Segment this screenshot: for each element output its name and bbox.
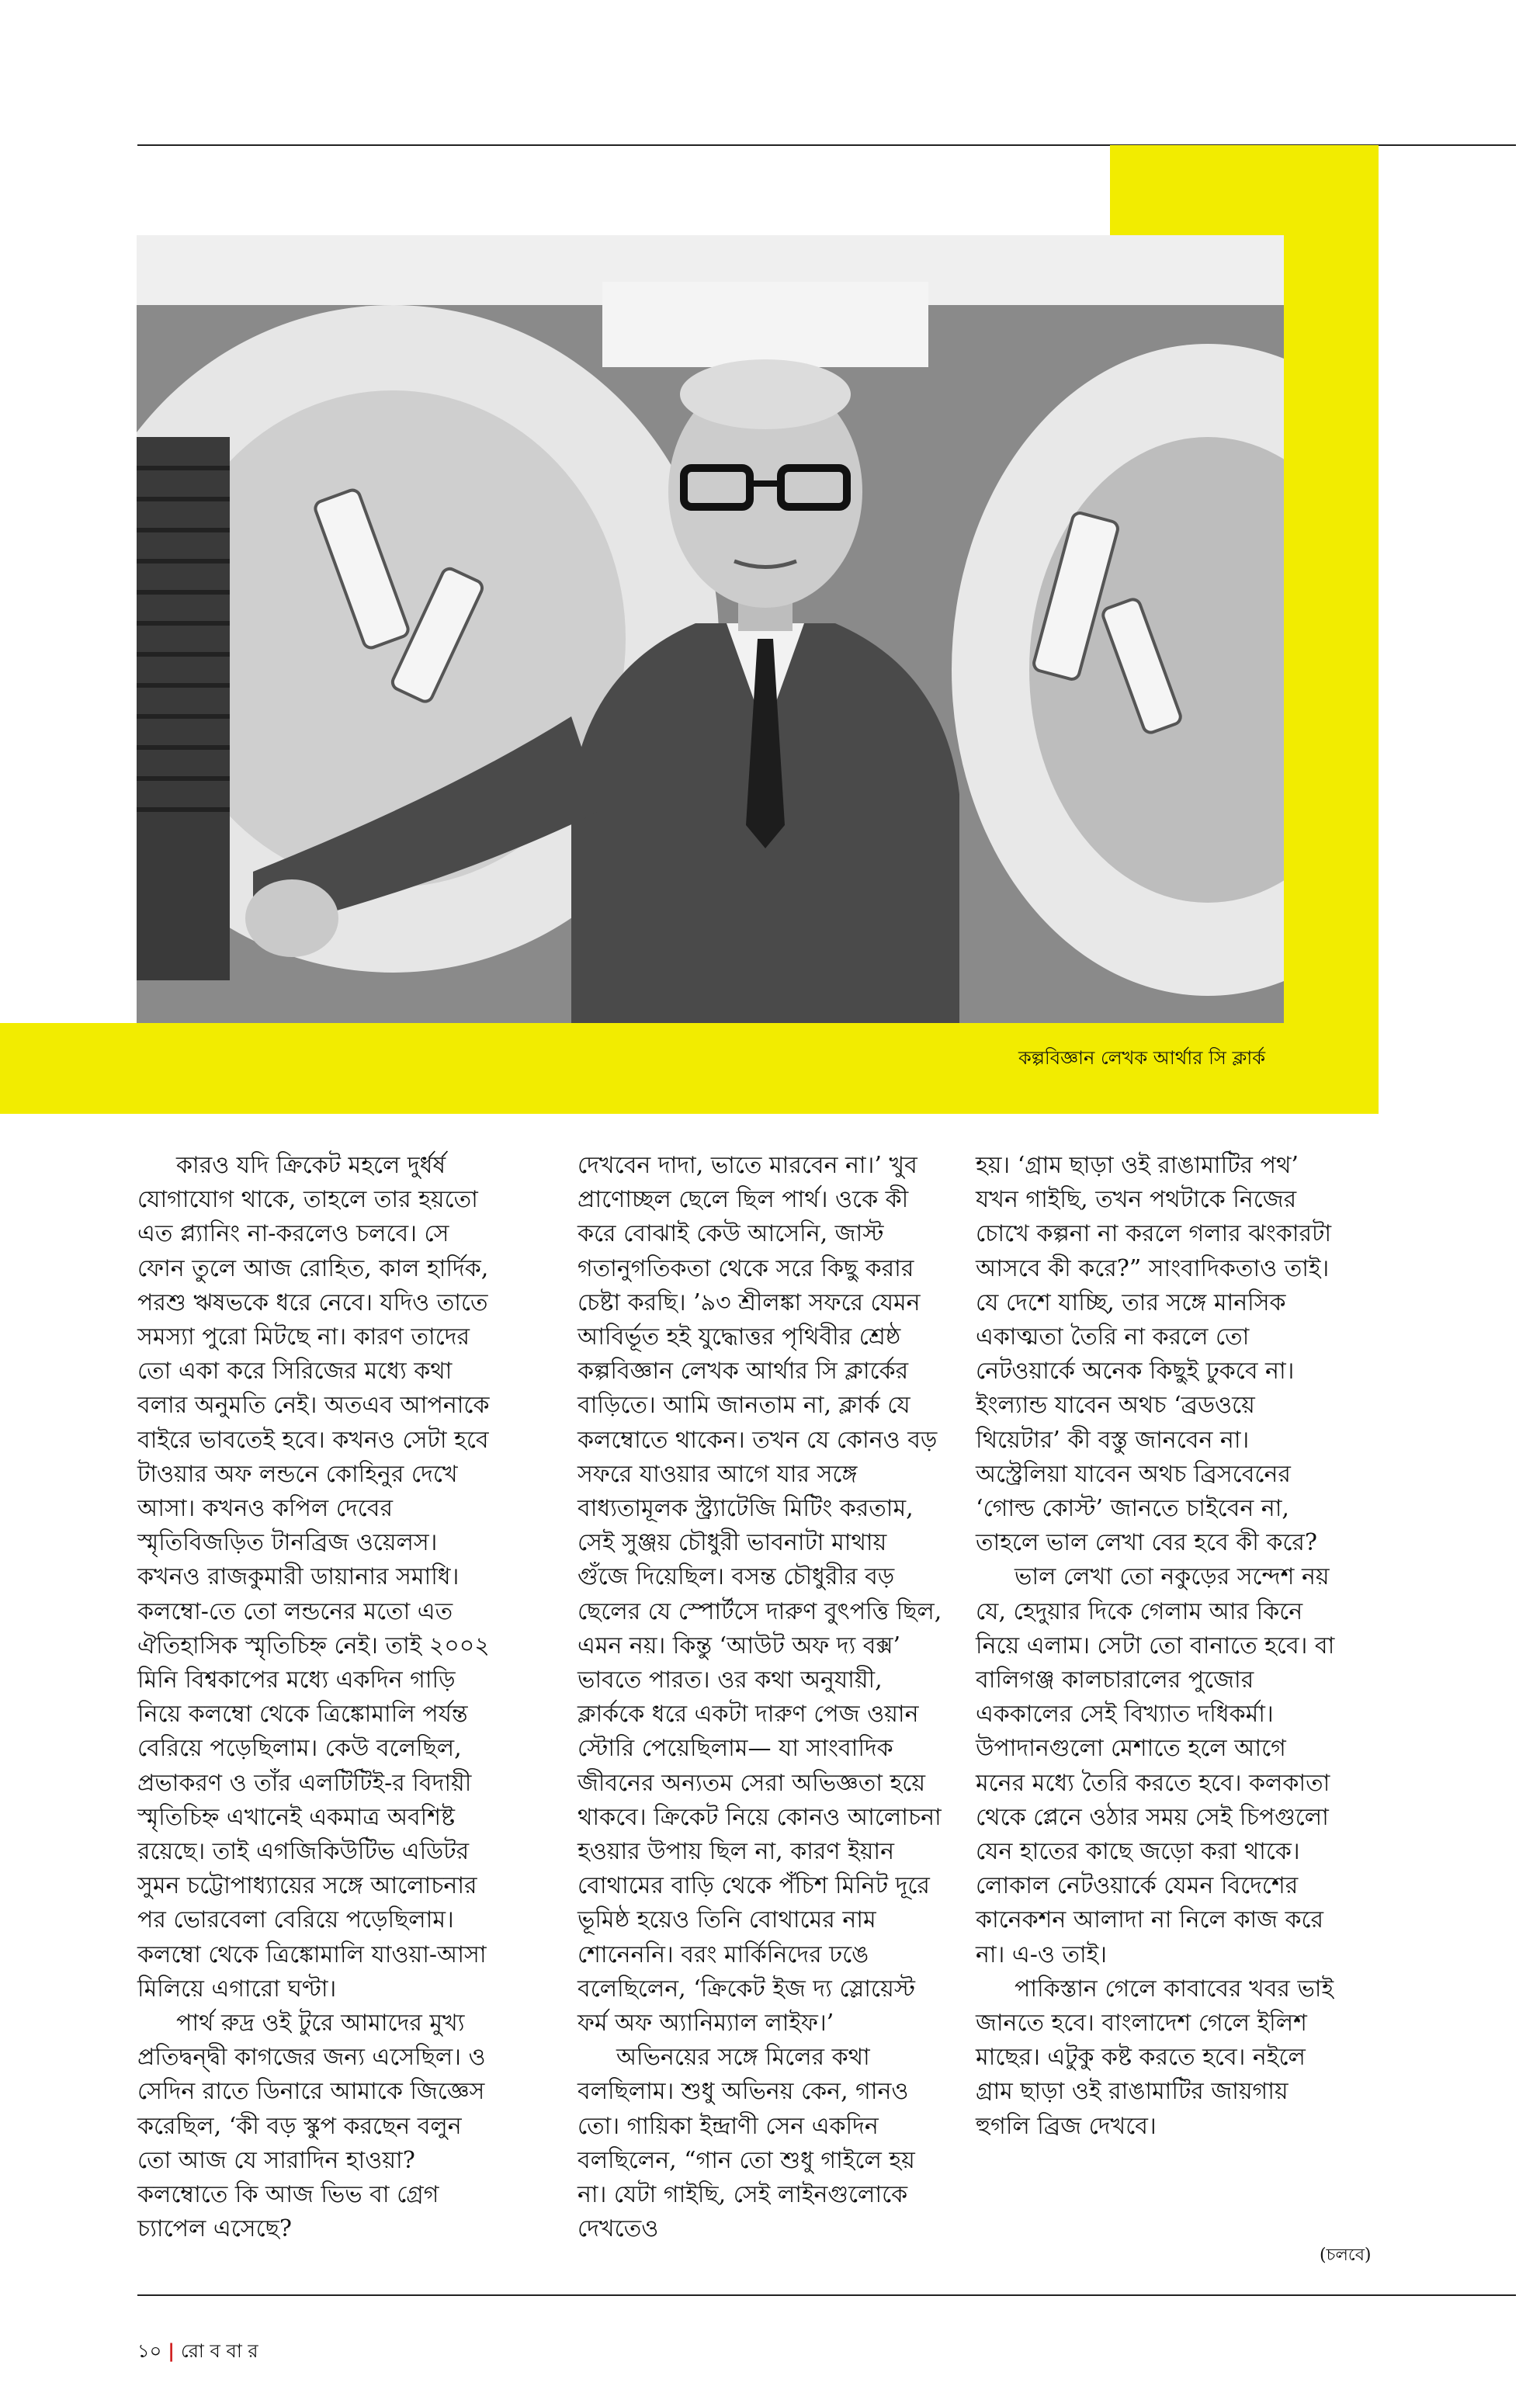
photo-caption: কল্পবিজ্ঞান লেখক আর্থার সি ক্লার্ক (1018, 1047, 1265, 1069)
paragraph: কারও যদি ক্রিকেট মহলে দুর্ধর্ষ যোগাযোগ থাকে, তাহলে তার হয়তো এত প্ল্যানিং না-করলেও চলবে। সে ফোন তুলে আজ রোহিত, কাল হার্দিক, পরশু ঋষভকে ধরে নেবে। যদিও তাতে সমস্যা পুরো মিটছে না। কারণ তাদের তো একা করে সিরিজের মধ্যে কথা বলার অনুমতি নেই। অতএব আপনাকে বাইরে ভাবতেই হবে। কখনও সেটা হবে টাওয়ার অফ লন্ডনে কোহিনুর দেখে আসা। কখনও কপিল দেবের স্মৃতিবিজড়িত টানব্রিজ ওয়েলস। কখনও রাজকুমারী ডায়ানার সমাধি। কলম্বো-তে তো লন্ডনের মতো এত ঐতিহাসিক স্মৃতিচিহ্ন নেই। তাই ২০০২ মিনি বিশ্বকাপের মধ্যে একদিন গাড়ি নিয়ে কলম্বো থেকে ত্রিঙ্কোমালি পর্যন্ত বেরিয়ে পড়েছিলাম। কেউ বলেছিল, প্রভাকরণ ও তাঁর এলটিটিই-র বিদায়ী স্মৃতিচিহ্ন এখানেই একমাত্র অবশিষ্ট রয়েছে। তাই এগজিকিউটিভ এডিটর সুমন চট্টোপাধ্যায়ের সঙ্গে আলোচনার পর ভোরবেলা বেরিয়ে পড়েছিলাম। কলম্বো থেকে ত্রিঙ্কোমালি যাওয়া-আসা মিলিয়ে এগারো ঘণ্টা। (137, 1152, 490, 2003)
paragraph: ভাল লেখা তো নকুড়ের সন্দেশ নয় যে, হেদুয়ার দিকে গেলাম আর কিনে নিয়ে এলাম। সেটা তো বানাতে হবে। বা বালিগঞ্জ কালচারালের পুজোর এককালের সেই বিখ্যাত দধিকর্মা। উপাদানগুলো মেশাতে হলে আগে মনের মধ্যে তৈরি করতে হবে। কলকাতা থেকে প্লেনে ওঠার সময় সেই চিপগুলো যেন হাতের কাছে জড়ো করা থাকে। লোকাল নেটওয়ার্কে যেমন বিদেশের কানেকশন আলাদা না নিলে কাজ করে না। এ-ও তাই। (976, 1563, 1335, 1968)
article-column-1 (137, 1149, 502, 2247)
magazine-name: রো ব বা র (180, 2340, 258, 2362)
paragraph: পার্থ রুদ্র ওই টুরে আমাদের মুখ্য প্রতিদ্বন্দ্বী কাগজের জন্য এসেছিল। ও সেদিন রাতে ডিনারে আমাকে জিজ্ঞেস করেছিল, ‘কী বড় স্কুপ করছেন বলুন তো আজ যে সারাদিন হাওয়া? কলম্বোতে কি আজ ভিভ বা গ্রেগ চ্যাপেল এসেছে? (137, 2010, 486, 2243)
paragraph: অভিনয়ের সঙ্গে মিলের কথা বলছিলাম। শুধু অভিনয় কেন, গানও তো। গায়িকা ইন্দ্রাণী সেন একদিন বলছিলেন, “গান তো শুধু গাইলে হয় না। যেটা গাইছি, সেই লাইনগুলোকে দেখতেও (578, 2044, 915, 2243)
page-footer (137, 2337, 258, 2368)
footer-separator: | (168, 2340, 175, 2362)
page-number: ১০ (137, 2340, 162, 2362)
photo-illustration (137, 235, 1284, 1023)
to-be-continued: (চলবে) (1320, 2246, 1372, 2265)
article-column-3 (976, 1149, 1341, 2144)
paragraph: দেখবেন দাদা, ভাতে মারবেন না।’ খুব প্রাণোচ্ছল ছেলে ছিল পার্থ। ওকে কী করে বোঝাই কেউ আসেনি, জাস্ট গতানুগতিকতা থেকে সরে কিছু করার চেষ্টা করছি। ’৯৩ শ্রীলঙ্কা সফরে যেমন আবির্ভূত হই যুদ্ধোত্তর পৃথিবীর শ্রেষ্ঠ কল্পবিজ্ঞান লেখক আর্থার সি ক্লার্কের বাড়িতে। আমি জানতাম না, ক্লার্ক যে কলম্বোতে থাকেন। তখন যে কোনও বড় সফরে যাওয়ার আগে যার সঙ্গে বাধ্যতামূলক স্ট্র্যাটেজি মিটিং করতাম, সেই সুঞ্জয় চৌধুরী ভাবনাটা মাথায় গুঁজে দিয়েছিল। বসন্ত চৌধুরীর বড় ছেলের যে স্পোর্টসে দারুণ বুৎপত্তি ছিল, এমন নয়। কিন্তু ‘আউট অফ দ্য বক্স’ ভাবতে পারত। ওর কথা অনুযায়ী, ক্লার্ককে ধরে একটা দারুণ পেজ ওয়ান স্টোরি পেয়েছিলাম— যা সাংবাদিক জীবনের অন্যতম সেরা অভিজ্ঞতা হয়ে থাকবে। ক্রিকেট নিয়ে কোনও আলোচনা হওয়ার উপায় ছিল না, কারণ ইয়ান বোথামের বাড়ি থেকে পঁচিশ মিনিট দূরে ভূমিষ্ঠ হয়েও তিনি বোথামের নাম শোনেননি। বরং মার্কিনিদের ঢঙে বলেছিলেন, ‘ক্রিকেট ইজ দ্য স্লোয়েস্ট ফর্ম অফ অ্যানিম্যাল লাইফ।’ (578, 1152, 942, 2038)
paragraph: হয়। ‘গ্রাম ছাড়া ওই রাঙামাটির পথ’ যখন গাইছি, তখন পথটাকে নিজের চোখে কল্পনা না করলে গলার ঝংকারটা আসবে কী করে?” সাংবাদিকতাও তাই। যে দেশে যাচ্ছি, তার সঙ্গে মানসিক একাত্মতা তৈরি না করলে তো নেটওয়ার্কে অনেক কিছুই ঢুকবে না। ইংল্যান্ড যাবেন অথচ ‘ব্রডওয়ে থিয়েটার’ কী বস্তু জানবেন না। অস্ট্রেলিয়া যাবেন অথচ ব্রিসবেনের ‘গোল্ড কোস্ট’ জানতে চাইবেন না, তাহলে ভাল লেখা বের হবে কী করে? (976, 1152, 1332, 1557)
bottom-rule (137, 2294, 1516, 2296)
arthur-c-clarke-photo (137, 235, 1284, 1023)
article-column-2 (578, 1149, 942, 2247)
paragraph: পাকিস্তান গেলে কাবাবের খবর ভাই জানতে হবে। বাংলাদেশ গেলে ইলিশ মাছের। এটুকু কষ্ট করতে হবে। নইলে গ্রাম ছাড়া ওই রাঙামাটির জায়গায় হুগলি ব্রিজ দেখবে। (976, 1975, 1334, 2140)
